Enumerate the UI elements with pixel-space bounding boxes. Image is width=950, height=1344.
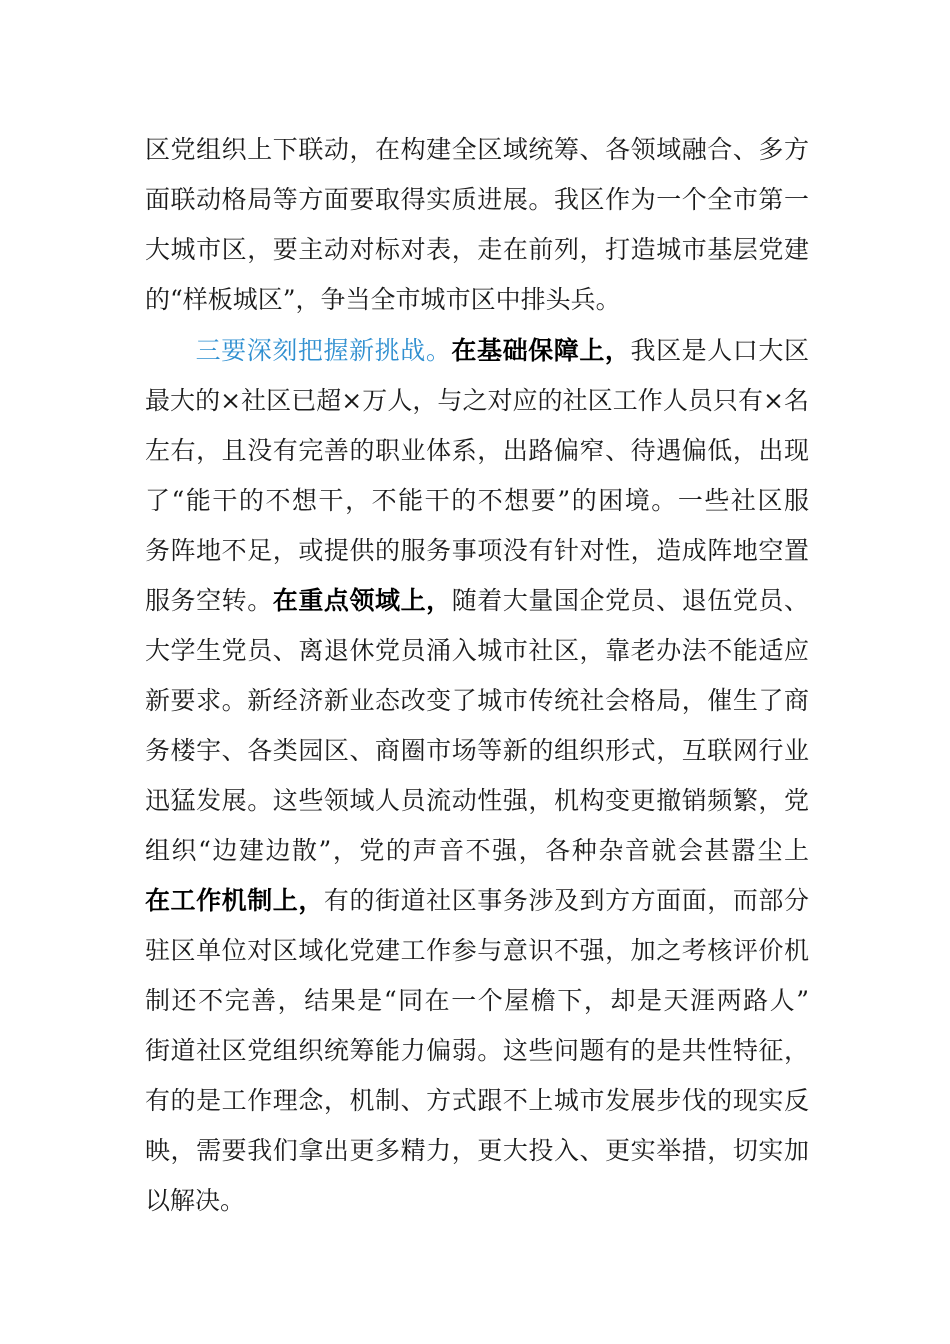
text-line: 务阵地不足，或提供的服务事项没有针对性，造成阵地空置 bbox=[145, 536, 809, 565]
text-line: 了“能干的不想干，不能干的不想要”的困境。一些社区服 bbox=[145, 486, 809, 515]
text-run: 我区是人口大区 bbox=[630, 336, 809, 365]
text-run: 服务空转。 bbox=[145, 586, 273, 615]
text-line: 务楼宇、各类园区、商圈市场等新的组织形式，互联网行业 bbox=[145, 736, 809, 765]
text-line: 区党组织上下联动，在构建全区域统筹、各领域融合、多方 bbox=[145, 135, 809, 164]
text-line bbox=[145, 876, 809, 926]
text-line bbox=[145, 576, 809, 626]
text-line: 最大的×社区已超×万人，与之对应的社区工作人员只有×名 bbox=[145, 386, 809, 415]
bold-lead-work-mechanism: 在工作机制上， bbox=[145, 886, 324, 915]
text-run: 随着大量国企党员、退伍党员、 bbox=[451, 586, 809, 615]
text-line: 大学生党员、离退休党员涌入城市社区，靠老办法不能适应 bbox=[145, 636, 809, 665]
text-line: 迅猛发展。这些领域人员流动性强，机构变更撤销频繁，党 bbox=[145, 786, 809, 815]
text-line: 以解决。 bbox=[145, 1186, 246, 1215]
text-line: 的“样板城区”，争当全市城市区中排头兵。 bbox=[145, 285, 621, 314]
text-line: 左右，且没有完善的职业体系，出路偏窄、待遇偏低，出现 bbox=[145, 436, 809, 465]
paragraph-1 bbox=[145, 125, 809, 325]
text-line: 新要求。新经济新业态改变了城市传统社会格局，催生了商 bbox=[145, 686, 809, 715]
text-line: 组织“边建边散”，党的声音不强，各种杂音就会甚嚣尘上 bbox=[145, 836, 809, 865]
text-line: 驻区单位对区域化党建工作参与意识不强，加之考核评价机 bbox=[145, 936, 809, 965]
section-heading: 三要深刻把握新挑战。 bbox=[195, 336, 452, 365]
bold-lead-basic-support: 在基础保障上， bbox=[451, 336, 631, 365]
document-body bbox=[145, 125, 809, 1226]
text-line bbox=[145, 326, 809, 376]
bold-lead-key-areas: 在重点领域上， bbox=[272, 586, 452, 615]
text-line: 街道社区党组织统筹能力偏弱。这些问题有的是共性特征， bbox=[145, 1036, 809, 1065]
text-line: 有的是工作理念，机制、方式跟不上城市发展步伐的现实反 bbox=[145, 1086, 809, 1115]
text-run: 有的街道社区事务涉及到方方面面，而部分 bbox=[323, 886, 809, 915]
text-line: 面联动格局等方面要取得实质进展。我区作为一个全市第一 bbox=[145, 185, 809, 214]
paragraph-2 bbox=[145, 326, 809, 1226]
text-line: 大城市区，要主动对标对表，走在前列，打造城市基层党建 bbox=[145, 235, 809, 264]
text-line: 制还不完善，结果是“同在一个屋檐下，却是天涯两路人” bbox=[145, 986, 809, 1015]
text-line: 映，需要我们拿出更多精力，更大投入、更实举措，切实加 bbox=[145, 1136, 809, 1165]
